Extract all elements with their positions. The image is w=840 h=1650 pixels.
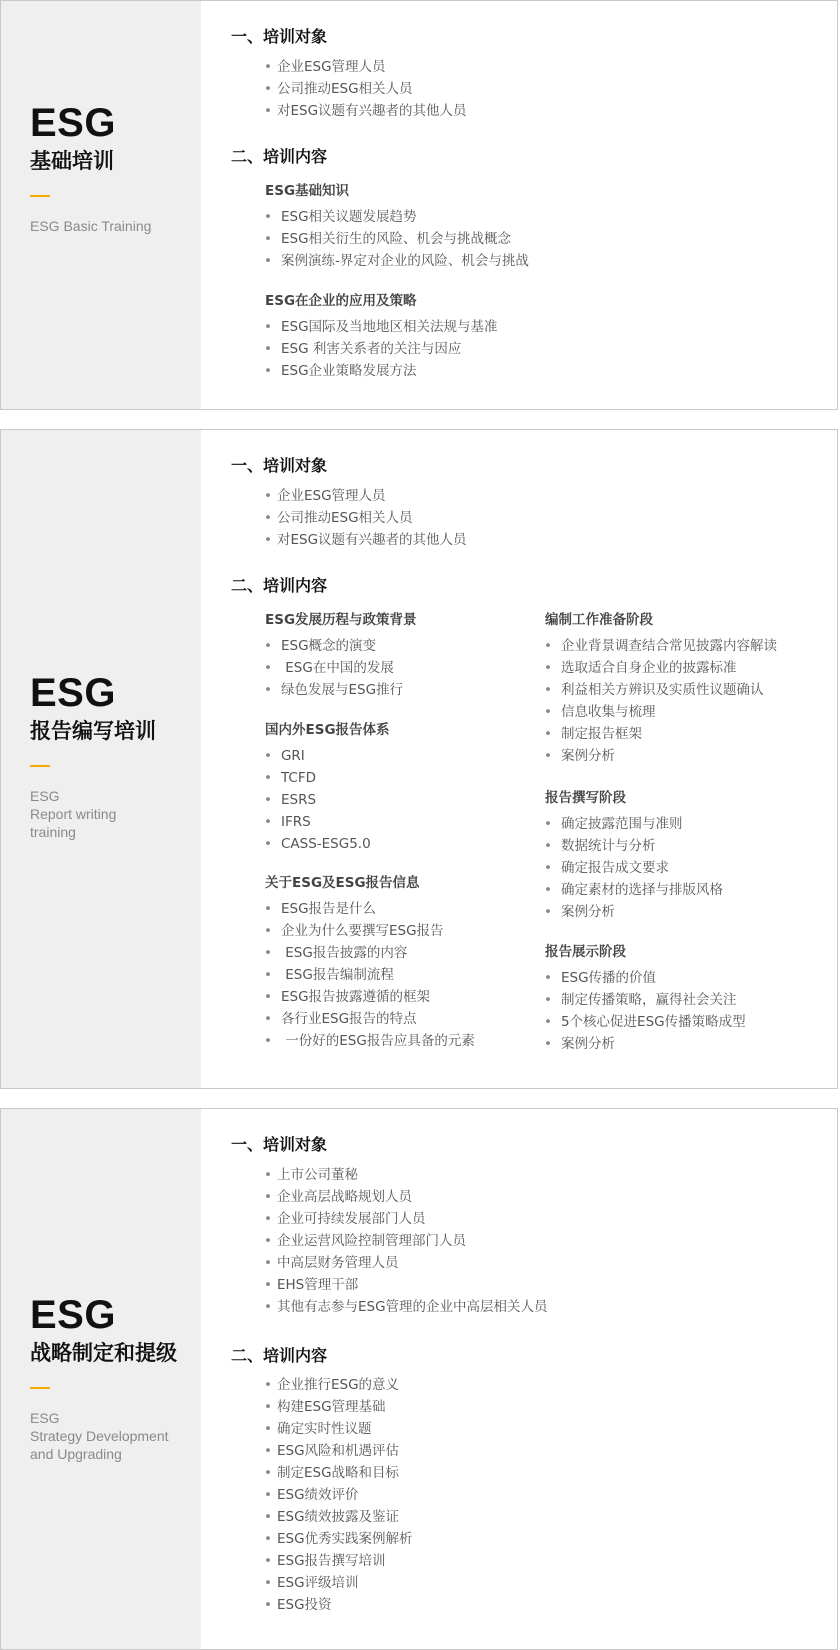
list-item: • TCFD (264, 770, 317, 786)
card-sidebar (1, 430, 201, 1088)
list-item: • 企业背景调查结合常见披露内容解读 (544, 638, 777, 654)
list-item: • 制定报告框架 (544, 726, 642, 742)
content-title: 二、培训内容 (231, 576, 328, 595)
audience-list (264, 56, 467, 122)
group-title: 报告展示阶段 (545, 944, 626, 960)
audience-list (264, 1164, 548, 1318)
list-item: • 企业高层战略规划人员 (264, 1189, 412, 1205)
content-list (264, 1374, 413, 1616)
list-item: • 案例分析 (544, 904, 615, 920)
audience-list (264, 485, 467, 551)
course-title-en: ESG Basic Training (30, 218, 152, 234)
audience-title: 一、培训对象 (231, 1135, 328, 1154)
list-item: • 构建ESG管理基础 (264, 1399, 386, 1415)
group-title: ESG发展历程与政策背景 (265, 612, 417, 628)
course-title-en: ESG Report writing training (30, 788, 117, 840)
accent-divider (30, 1387, 50, 1389)
accent-divider (30, 195, 50, 197)
list-item: • 确定披露范围与准则 (544, 816, 683, 832)
group-title: 报告撰写阶段 (545, 790, 626, 806)
group-list (544, 635, 777, 767)
list-item: • ESG传播的价值 (544, 970, 657, 986)
group-list (264, 745, 371, 855)
list-item: • 利益相关方辨识及实质性议题确认 (544, 682, 764, 698)
list-item: • 制定传播策略，赢得社会关注 (544, 992, 737, 1008)
list-item: • CASS-ESG5.0 (264, 836, 371, 852)
list-item: • 企业运营风险控制管理部门人员 (264, 1233, 466, 1249)
list-item: • ESG绩效披露及鉴证 (264, 1509, 400, 1525)
list-item: • 企业为什么要撰写ESG报告 (264, 923, 444, 939)
course-title: 基础培训 (30, 149, 114, 173)
list-item: • 企业ESG管理人员 (264, 488, 386, 504)
list-item: • 绿色发展与ESG推行 (264, 682, 404, 698)
list-item: • ESG概念的演变 (264, 638, 377, 654)
esg-heading: ESG (30, 101, 116, 145)
list-item: • ESG评级培训 (264, 1575, 359, 1591)
group-title: 国内外ESG报告体系 (265, 722, 390, 738)
group-list (264, 898, 475, 1052)
list-item: • 企业推行ESG的意义 (264, 1377, 400, 1393)
list-item: • 公司推动ESG相关人员 (264, 81, 413, 97)
list-item: • ESG国际及当地地区相关法规与基准 (264, 319, 498, 335)
list-item: • EHS管理干部 (264, 1277, 359, 1293)
list-item: • 一份好的ESG报告应具备的元素 (264, 1033, 475, 1049)
list-item: • 确定素材的选择与排版风格 (544, 882, 723, 898)
audience-title: 一、培训对象 (231, 456, 328, 475)
esg-heading: ESG (30, 1293, 116, 1337)
list-item: • 数据统计与分析 (544, 838, 656, 854)
list-item: • 对ESG议题有兴趣者的其他人员 (264, 532, 467, 548)
group-title: ESG在企业的应用及策略 (265, 293, 417, 309)
list-item: • 对ESG议题有兴趣者的其他人员 (264, 103, 467, 119)
list-item: • 案例分析 (544, 748, 615, 764)
card-report-writing-training (0, 429, 838, 1089)
card-strategy-training (0, 1108, 838, 1650)
list-item: • ESG报告披露的内容 (264, 945, 408, 961)
group-list (264, 206, 529, 272)
group-title: ESG基础知识 (265, 183, 350, 199)
list-item: • IFRS (264, 814, 311, 830)
content-title: 二、培训内容 (231, 147, 328, 166)
list-item: • ESG报告披露遵循的框架 (264, 989, 431, 1005)
audience-title: 一、培训对象 (231, 27, 328, 46)
list-item: • 确定实时性议题 (264, 1421, 372, 1437)
list-item: • 其他有志参与ESG管理的企业中高层相关人员 (264, 1299, 548, 1315)
accent-divider (30, 765, 50, 767)
list-item: • ESRS (264, 792, 317, 808)
list-item: • 公司推动ESG相关人员 (264, 510, 413, 526)
content-title: 二、培训内容 (231, 1346, 328, 1365)
list-item: • 5个核心促进ESG传播策略成型 (544, 1014, 746, 1030)
list-item: • 中高层财务管理人员 (264, 1255, 399, 1271)
list-item: • 企业ESG管理人员 (264, 59, 386, 75)
esg-heading: ESG (30, 671, 116, 715)
list-item: • ESG报告是什么 (264, 901, 377, 917)
group-list (264, 316, 498, 382)
list-item: • 信息收集与梳理 (544, 704, 656, 720)
list-item: • GRI (264, 748, 305, 764)
list-item: • 案例分析 (544, 1036, 615, 1052)
group-list (544, 813, 723, 923)
list-item: • 上市公司董秘 (264, 1167, 358, 1183)
card-sidebar (1, 1109, 201, 1649)
group-list (544, 967, 746, 1055)
list-item: • ESG报告撰写培训 (264, 1553, 386, 1569)
list-item: • ESG绩效评价 (264, 1487, 359, 1503)
list-item: • 案例演练-界定对企业的风险、机会与挑战 (264, 253, 529, 269)
list-item: • ESG在中国的发展 (264, 660, 394, 676)
group-list (264, 635, 403, 701)
list-item: • ESG投资 (264, 1597, 332, 1613)
list-item: • ESG 利害关系者的关注与因应 (264, 341, 462, 357)
list-item: • 选取适合自身企业的披露标准 (544, 660, 737, 676)
list-item: • ESG相关议题发展趋势 (264, 209, 417, 225)
list-item: • ESG报告编制流程 (264, 967, 394, 983)
group-title: 关于ESG及ESG报告信息 (265, 875, 420, 891)
card-sidebar (1, 1, 201, 409)
group-title: 编制工作准备阶段 (545, 612, 653, 628)
course-title: 战略制定和提级 (30, 1341, 177, 1365)
list-item: • ESG企业策略发展方法 (264, 363, 417, 379)
list-item: • 企业可持续发展部门人员 (264, 1211, 426, 1227)
list-item: • 制定ESG战略和目标 (264, 1465, 400, 1481)
course-title-en: ESG Strategy Development and Upgrading (30, 1410, 169, 1462)
card-basic-training (0, 0, 838, 410)
list-item: • 各行业ESG报告的特点 (264, 1011, 417, 1027)
list-item: • ESG优秀实践案例解析 (264, 1531, 413, 1547)
list-item: • ESG相关衍生的风险、机会与挑战概念 (264, 231, 512, 247)
list-item: • 确定报告成文要求 (544, 860, 669, 876)
list-item: • ESG风险和机遇评估 (264, 1443, 400, 1459)
course-title: 报告编写培训 (30, 719, 156, 743)
